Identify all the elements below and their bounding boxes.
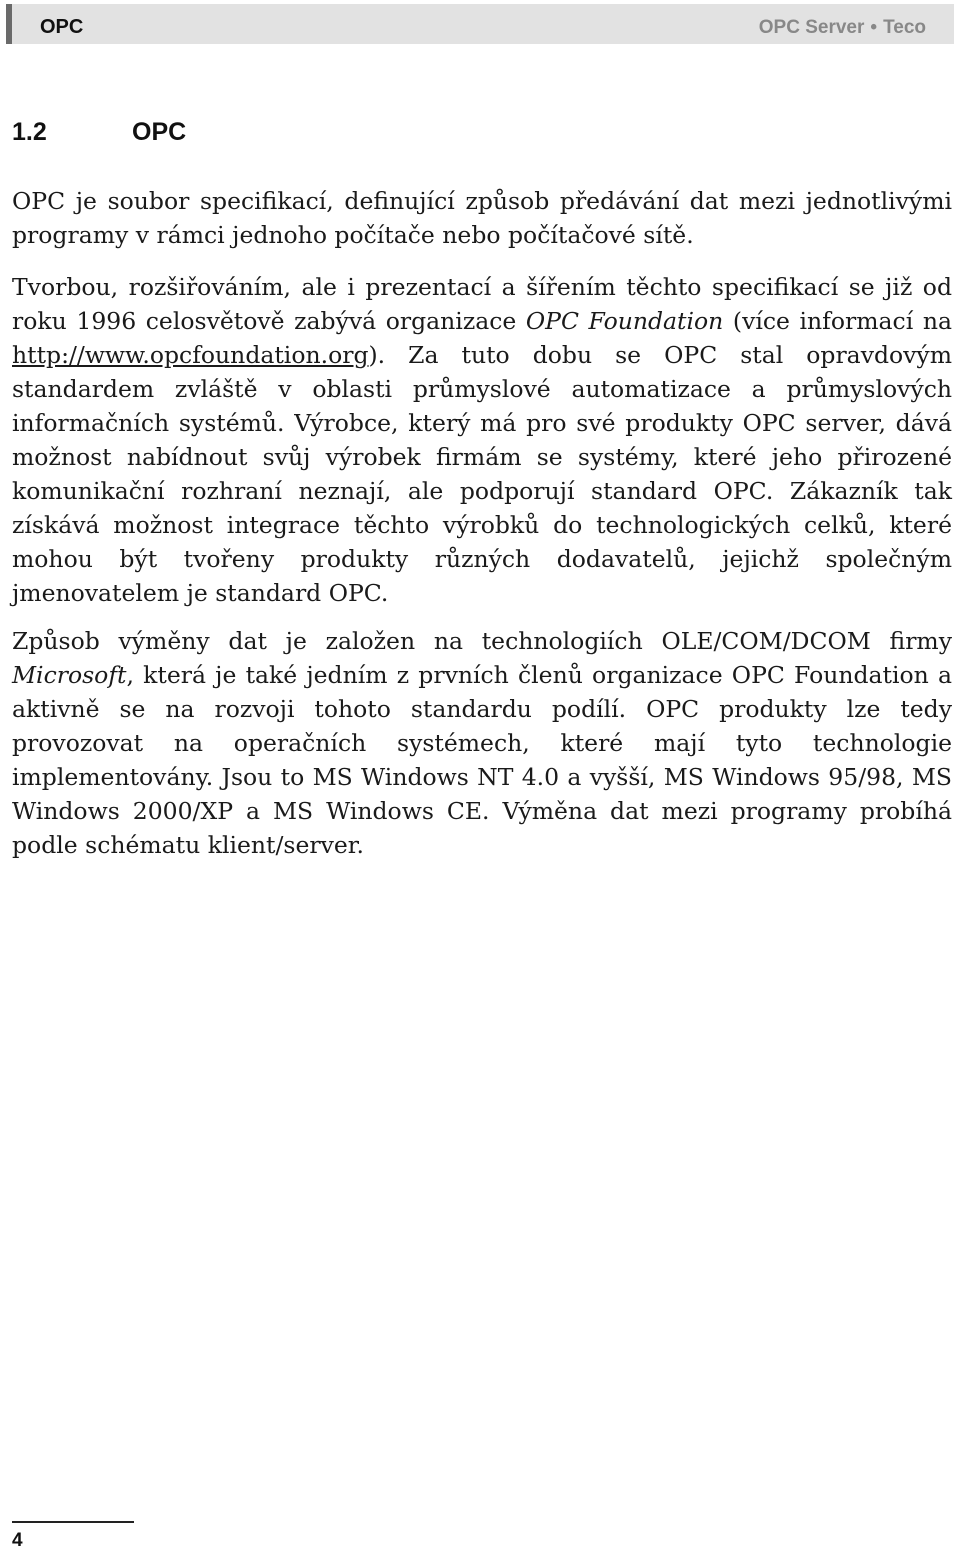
header-product-label (759, 17, 926, 39)
page-header (6, 4, 954, 44)
paragraph-technology-part-b: , která je také jedním z prvních členů organizace OPC Foundation a aktivně se na rozvoji tohoto standardu podílí. OPC produkty lze tedy provozovat na operačních systémech, které mají tyto technologie implementovány. Jsou to MS Windows NT 4.0 a vyšší, MS Windows 95/98, MS Windows 2000/XP a MS Windows CE. Výměna dat mezi programy probíhá podle schématu klient/server. (12, 661, 952, 859)
opcfoundation-link[interactable]: http://www.opcfoundation.org (12, 341, 369, 369)
paragraph-history-part-b: (více informací na (723, 307, 952, 335)
paragraph-technology (12, 624, 952, 862)
paragraph-history (12, 270, 952, 610)
paragraph-intro: OPC je soubor specifikací, definující způsob předávání dat mezi jednotlivými programy v rámci jednoho počítače nebo počítačové sítě. (12, 187, 952, 249)
section-heading (12, 118, 186, 147)
opc-foundation-emphasis: OPC Foundation (525, 307, 724, 335)
footer-rule (12, 1521, 134, 1523)
header-bullet-separator: • (870, 17, 878, 38)
section-number: 1.2 (12, 118, 47, 146)
microsoft-emphasis: Microsoft (12, 661, 127, 689)
header-chapter-label: OPC (40, 16, 84, 38)
body-text (12, 184, 952, 876)
paragraph-history-part-a: Tvorbou, rozšiřováním, ale i prezentací a šířením těchto specifikací se již od roku 1996 celosvětově zabývá organizace (12, 273, 952, 335)
header-brand: Teco (883, 17, 926, 38)
paragraph-history-part-c: ). Za tuto dobu se OPC stal opravdovým standardem zvláště v oblasti průmyslové automatizace a průmyslových informačních systémů. Výrobce, který má pro své produkty OPC server, dává možnost nabídnout svůj výrobek firmám se systémy, které jeho přirozené komunikační rozhraní neznají, ale podporují standard OPC. Zákazník tak získává možnost integrace těchto výrobků do technologických celků, které mohou být tvořeny produkty různých dodavatelů, jejichž společným jmenovatelem je standard OPC. (12, 341, 952, 607)
section-title: OPC (132, 118, 187, 146)
header-product-title: OPC Server (758, 17, 865, 38)
paragraph-technology-part-a: Způsob výměny dat je založen na technologiích OLE/COM/DCOM firmy (12, 627, 952, 655)
page-number: 4 (12, 1530, 23, 1551)
